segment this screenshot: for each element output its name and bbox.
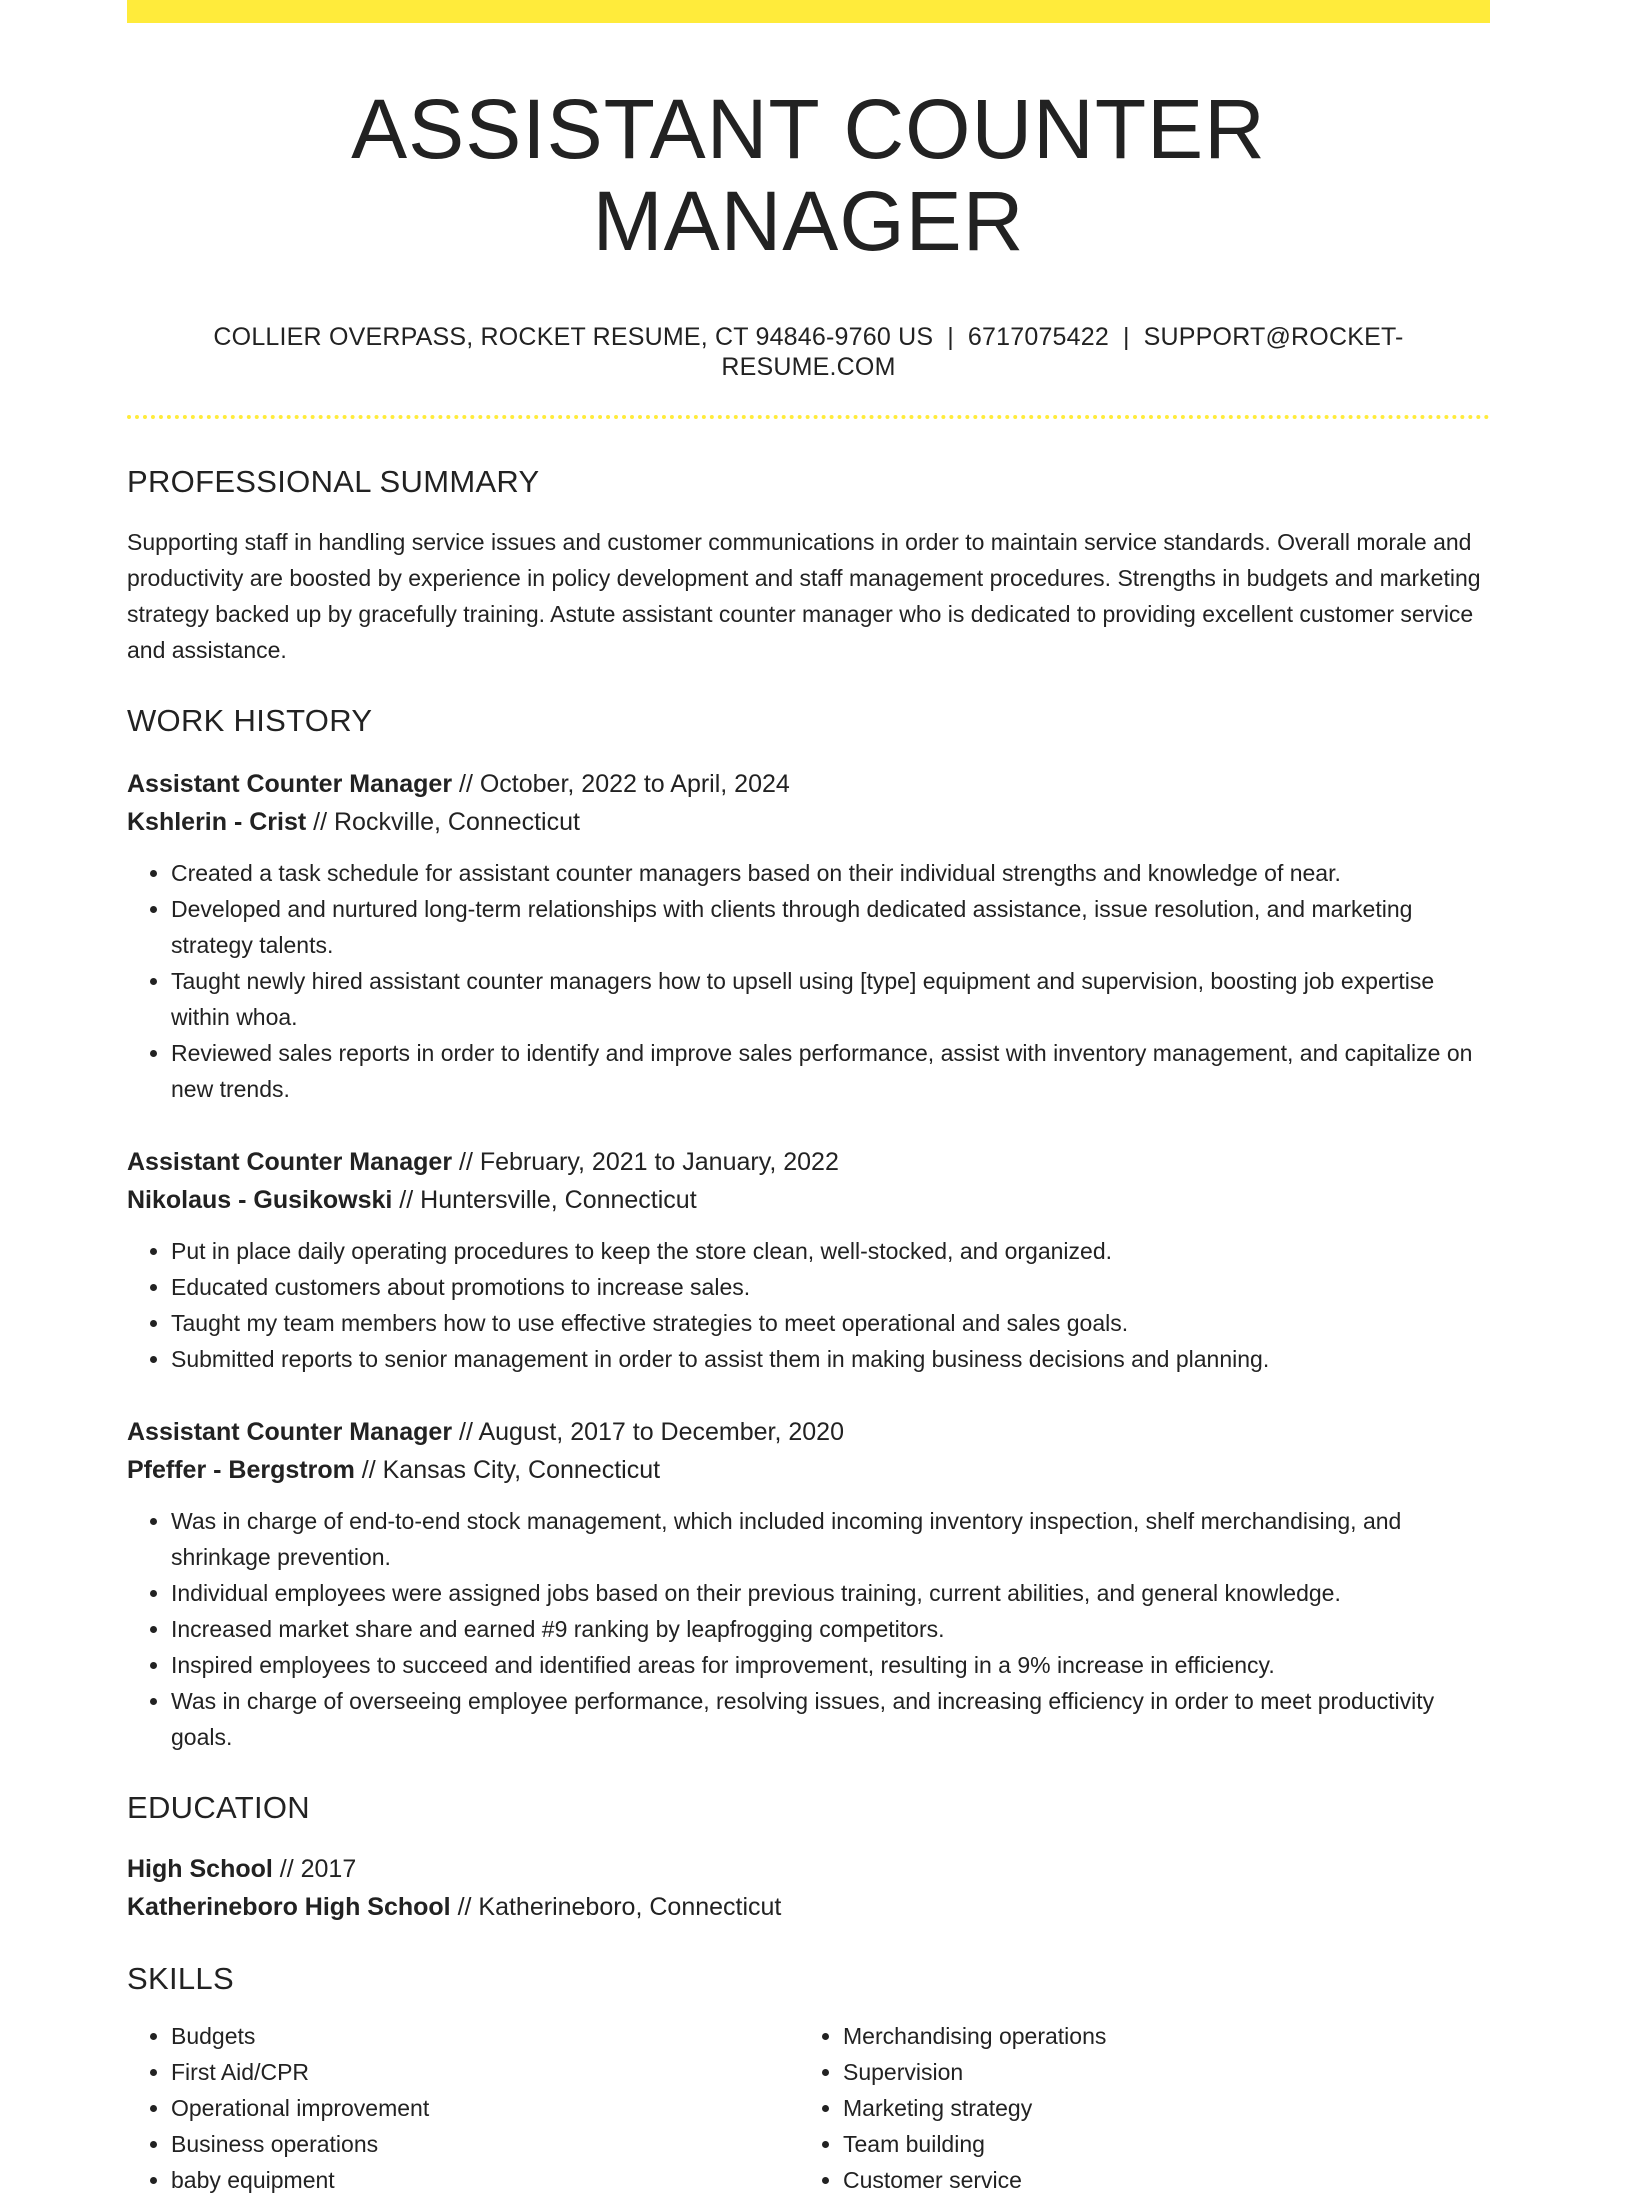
degree: High School — [127, 1855, 273, 1884]
education-entry — [127, 1850, 1490, 1926]
company-location: // Huntersville, Connecticut — [392, 1186, 697, 1215]
summary-section — [127, 463, 1490, 668]
degree-line — [127, 1850, 1490, 1888]
skill-item: • Business operations — [171, 2126, 799, 2162]
list-item: • Inspired employees to succeed and identified areas for improvement, resulting in a 9% increase in efficiency. — [171, 1647, 1490, 1683]
top-accent-bar — [127, 0, 1490, 23]
job-bullets — [127, 1503, 1490, 1755]
job-title-line — [127, 1143, 1490, 1181]
job-entry — [127, 1143, 1490, 1377]
job-dates: // February, 2021 to January, 2022 — [452, 1148, 839, 1177]
contact-line — [127, 322, 1490, 382]
job-entry — [127, 1413, 1490, 1755]
skill-item: • First Aid/CPR — [171, 2054, 799, 2090]
job-dates: // August, 2017 to December, 2020 — [452, 1418, 844, 1447]
school-location: // Katherineboro, Connecticut — [450, 1893, 782, 1922]
company-name: Nikolaus - Gusikowski — [127, 1186, 393, 1215]
job-title-line — [127, 765, 1490, 803]
job-title: Assistant Counter Manager — [127, 1148, 453, 1177]
education-heading: EDUCATION — [127, 1790, 310, 1826]
work-history-section — [127, 702, 1490, 1755]
job-company-line — [127, 1451, 1490, 1489]
list-item: • Educated customers about promotions to increase sales. — [171, 1269, 1490, 1305]
resume-page — [127, 0, 1490, 2198]
job-bullets — [127, 855, 1490, 1107]
summary-heading: PROFESSIONAL SUMMARY — [127, 463, 540, 499]
school-name: Katherineboro High School — [127, 1893, 451, 1922]
dotted-divider — [127, 415, 1490, 419]
company-name: Kshlerin - Crist — [127, 808, 307, 837]
school-line — [127, 1888, 1490, 1926]
skill-item: • Merchandising operations — [843, 2018, 1471, 2054]
skill-item: • Supervision — [843, 2054, 1471, 2090]
education-section — [127, 1789, 1490, 1926]
job-title: Assistant Counter Manager — [127, 1418, 453, 1447]
job-title-line — [127, 1413, 1490, 1451]
list-item: • Was in charge of overseeing employee performance, resolving issues, and increasing efficiency in order to meet productivity goals. — [171, 1683, 1490, 1755]
list-item: • Individual employees were assigned jobs based on their previous training, current abilities, and general knowledge. — [171, 1575, 1490, 1611]
contact-separator: | — [1122, 322, 1130, 351]
list-item: • Submitted reports to senior management in order to assist them in making business decisions and planning. — [171, 1341, 1490, 1377]
contact-separator: | — [947, 322, 954, 351]
company-location: // Rockville, Connecticut — [306, 808, 580, 837]
list-item: • Developed and nurtured long-term relationships with clients through dedicated assistance, issue resolution, and marketing strategy talents. — [171, 891, 1490, 963]
list-item: • Reviewed sales reports in order to identify and improve sales performance, assist with inventory management, and capitalize on new trends. — [171, 1035, 1490, 1107]
list-item: • Put in place daily operating procedures to keep the store clean, well-stocked, and organized. — [171, 1233, 1490, 1269]
skill-item: • Marketing strategy — [843, 2090, 1471, 2126]
skill-item: • Operational improvement — [171, 2090, 799, 2126]
skills-right-column — [799, 2018, 1471, 2198]
company-location: // Kansas City, Connecticut — [354, 1456, 661, 1485]
list-item: • Taught my team members how to use effective strategies to meet operational and sales goals. — [171, 1305, 1490, 1341]
skill-item: • Team building — [843, 2126, 1471, 2162]
job-entry — [127, 765, 1490, 1107]
skill-item: • Customer service — [843, 2162, 1471, 2198]
job-title: Assistant Counter Manager — [127, 770, 453, 799]
skills-columns — [127, 2018, 1490, 2198]
skill-item: • baby equipment — [171, 2162, 799, 2198]
company-name: Pfeffer - Bergstrom — [127, 1456, 355, 1485]
graduation-year: // 2017 — [272, 1855, 357, 1884]
skills-section — [127, 1960, 1490, 2197]
address: COLLIER OVERPASS, ROCKET RESUME, CT 94846-9760 US — [213, 322, 934, 351]
email: SUPPORT@ROCKET-RESUME.COM — [721, 322, 1404, 381]
job-company-line — [127, 1181, 1490, 1219]
list-item: • Was in charge of end-to-end stock management, which included incoming inventory inspection, shelf merchandising, and shrinkage prevention. — [171, 1503, 1490, 1575]
phone: 6717075422 — [967, 322, 1109, 351]
job-company-line — [127, 803, 1490, 841]
list-item: • Created a task schedule for assistant counter managers based on their individual strengths and knowledge of near. — [171, 855, 1490, 891]
skills-left-column — [127, 2018, 799, 2198]
list-item: • Increased market share and earned #9 ranking by leapfrogging competitors. — [171, 1611, 1490, 1647]
summary-text: Supporting staff in handling service issues and customer communications in order to maintain service standards. Overall morale and productivity are boosted by experience in policy development and staff management procedures. Strengths in budgets and marketing strategy backed up by gracefully training. Astute assistant counter manager who is dedicated to providing excellent customer service and assistance. — [127, 528, 1481, 663]
skill-item: • Budgets — [171, 2018, 799, 2054]
work-history-heading: WORK HISTORY — [127, 702, 373, 738]
job-dates: // October, 2022 to April, 2024 — [452, 770, 790, 799]
job-bullets — [127, 1233, 1490, 1377]
skills-heading: SKILLS — [127, 1961, 234, 1997]
list-item: • Taught newly hired assistant counter managers how to upsell using [type] equipment and supervision, boosting job expertise within whoa. — [171, 963, 1490, 1035]
page-title: ASSISTANT COUNTER MANAGER — [351, 82, 1266, 269]
